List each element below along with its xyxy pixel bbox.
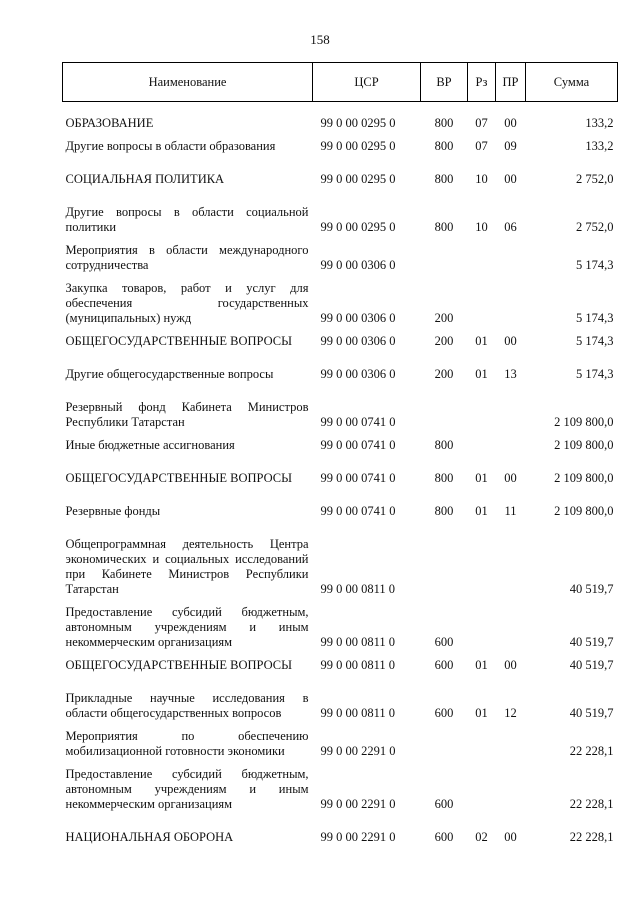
cell-csr: 99 0 00 0295 0 bbox=[320, 172, 396, 186]
cell-csr: 99 0 00 0295 0 bbox=[320, 116, 396, 130]
table-body bbox=[63, 114, 618, 847]
cell-rz bbox=[468, 727, 496, 761]
cell-pr bbox=[496, 765, 526, 814]
table-row bbox=[63, 332, 618, 351]
cell-pr: 00 bbox=[504, 334, 517, 348]
cell-sum: 2 109 800,0 bbox=[554, 438, 614, 452]
cell-rz bbox=[468, 398, 496, 432]
cell-csr: 99 0 00 0811 0 bbox=[320, 582, 396, 596]
cell-pr bbox=[496, 727, 526, 761]
cell-vr: 200 bbox=[434, 367, 454, 381]
cell-vr bbox=[421, 241, 468, 275]
cell-rz: 01 bbox=[475, 471, 488, 485]
table-row bbox=[63, 828, 618, 847]
cell-csr: 99 0 00 0811 0 bbox=[320, 635, 396, 649]
cell-name: ОБЩЕГОСУДАРСТВЕННЫЕ ВОПРОСЫ bbox=[65, 334, 293, 348]
cell-sum: 2 109 800,0 bbox=[554, 471, 614, 485]
table-row bbox=[63, 365, 618, 384]
row-spacer bbox=[63, 156, 618, 170]
cell-sum: 5 174,3 bbox=[576, 367, 614, 381]
cell-sum: 2 752,0 bbox=[576, 172, 614, 186]
cell-sum: 2 109 800,0 bbox=[554, 415, 614, 429]
cell-vr: 800 bbox=[434, 471, 454, 485]
cell-vr: 200 bbox=[434, 311, 454, 325]
cell-pr: 11 bbox=[504, 504, 517, 518]
cell-vr: 800 bbox=[434, 220, 454, 234]
table-row bbox=[63, 765, 618, 814]
table-row bbox=[63, 656, 618, 675]
cell-name: ОБРАЗОВАНИЕ bbox=[65, 116, 154, 130]
cell-rz: 01 bbox=[475, 706, 488, 720]
cell-name: Иные бюджетные ассигнования bbox=[65, 438, 235, 452]
cell-name: Резервный фонд Кабинета Министров Республики Татарстан bbox=[65, 400, 309, 429]
header-sum: Сумма bbox=[526, 63, 618, 102]
cell-sum: 40 519,7 bbox=[569, 658, 614, 672]
cell-csr: 99 0 00 0295 0 bbox=[320, 220, 396, 234]
table-row bbox=[63, 436, 618, 455]
cell-name: ОБЩЕГОСУДАРСТВЕННЫЕ ВОПРОСЫ bbox=[65, 658, 293, 672]
cell-pr bbox=[496, 603, 526, 652]
table-row bbox=[63, 170, 618, 189]
cell-sum: 22 228,1 bbox=[569, 744, 614, 758]
cell-sum: 5 174,3 bbox=[576, 311, 614, 325]
cell-vr: 600 bbox=[434, 635, 454, 649]
cell-vr: 800 bbox=[434, 438, 454, 452]
cell-name: СОЦИАЛЬНАЯ ПОЛИТИКА bbox=[65, 172, 225, 186]
cell-csr: 99 0 00 2291 0 bbox=[320, 830, 396, 844]
row-spacer bbox=[63, 351, 618, 365]
cell-sum: 5 174,3 bbox=[576, 258, 614, 272]
cell-rz bbox=[468, 535, 496, 599]
header-vr: ВР bbox=[421, 63, 468, 102]
row-spacer bbox=[63, 384, 618, 398]
cell-csr: 99 0 00 0306 0 bbox=[320, 367, 396, 381]
cell-pr: 00 bbox=[504, 471, 517, 485]
header-name: Наименование bbox=[63, 63, 313, 102]
cell-pr bbox=[496, 535, 526, 599]
cell-sum: 5 174,3 bbox=[576, 334, 614, 348]
cell-vr bbox=[421, 398, 468, 432]
cell-name: Прикладные научные исследования в области общегосударственных вопросов bbox=[65, 691, 309, 720]
cell-vr: 600 bbox=[434, 658, 454, 672]
header-rz: Рз bbox=[468, 63, 496, 102]
cell-csr: 99 0 00 0306 0 bbox=[320, 311, 396, 325]
table-row bbox=[63, 137, 618, 156]
cell-csr: 99 0 00 2291 0 bbox=[320, 797, 396, 811]
table-row bbox=[63, 689, 618, 723]
table-row bbox=[63, 114, 618, 133]
cell-pr: 09 bbox=[504, 139, 517, 153]
cell-rz: 01 bbox=[475, 658, 488, 672]
cell-name: ОБЩЕГОСУДАРСТВЕННЫЕ ВОПРОСЫ bbox=[65, 471, 293, 485]
cell-rz bbox=[468, 603, 496, 652]
row-spacer bbox=[63, 455, 618, 469]
cell-pr bbox=[496, 398, 526, 432]
row-spacer bbox=[63, 488, 618, 502]
cell-csr: 99 0 00 0741 0 bbox=[320, 471, 396, 485]
page-number: 158 bbox=[310, 32, 330, 47]
cell-vr: 800 bbox=[434, 504, 454, 518]
cell-pr bbox=[496, 241, 526, 275]
cell-sum: 133,2 bbox=[585, 139, 614, 153]
table-row bbox=[63, 727, 618, 761]
cell-csr: 99 0 00 0741 0 bbox=[320, 438, 396, 452]
cell-name: Мероприятия по обеспечению мобилизационной готовности экономики bbox=[65, 729, 309, 758]
cell-pr: 00 bbox=[504, 658, 517, 672]
cell-name: Закупка товаров, работ и услуг для обеспечения государственных (муниципальных) нужд bbox=[65, 281, 309, 325]
cell-pr: 00 bbox=[504, 172, 517, 186]
cell-csr: 99 0 00 0741 0 bbox=[320, 504, 396, 518]
cell-name: Предоставление субсидий бюджетным, автономным учреждениям и иным некоммерческим организациям bbox=[65, 605, 309, 649]
cell-vr: 600 bbox=[434, 706, 454, 720]
cell-rz: 01 bbox=[475, 504, 488, 518]
cell-pr: 12 bbox=[504, 706, 517, 720]
row-spacer bbox=[63, 675, 618, 689]
cell-name: Мероприятия в области международного сотрудничества bbox=[65, 243, 309, 272]
cell-sum: 22 228,1 bbox=[569, 797, 614, 811]
cell-vr: 800 bbox=[434, 172, 454, 186]
cell-vr: 800 bbox=[434, 116, 454, 130]
cell-pr bbox=[496, 436, 526, 455]
cell-sum: 133,2 bbox=[585, 116, 614, 130]
cell-vr: 800 bbox=[434, 139, 454, 153]
cell-name: Другие вопросы в области социальной политики bbox=[65, 205, 309, 234]
cell-csr: 99 0 00 0306 0 bbox=[320, 334, 396, 348]
cell-name: Другие вопросы в области образования bbox=[65, 139, 276, 153]
table-header bbox=[63, 63, 618, 115]
cell-csr: 99 0 00 2291 0 bbox=[320, 744, 396, 758]
table-row bbox=[63, 469, 618, 488]
cell-sum: 2 752,0 bbox=[576, 220, 614, 234]
cell-rz: 01 bbox=[475, 334, 488, 348]
cell-pr: 00 bbox=[504, 830, 517, 844]
cell-sum: 2 109 800,0 bbox=[554, 504, 614, 518]
cell-sum: 40 519,7 bbox=[569, 706, 614, 720]
row-spacer bbox=[63, 521, 618, 535]
cell-vr: 600 bbox=[434, 830, 454, 844]
cell-vr bbox=[421, 727, 468, 761]
cell-rz bbox=[468, 279, 496, 328]
cell-rz: 02 bbox=[475, 830, 488, 844]
cell-rz: 07 bbox=[475, 116, 488, 130]
cell-pr: 06 bbox=[504, 220, 517, 234]
cell-rz: 01 bbox=[475, 367, 488, 381]
cell-name: Предоставление субсидий бюджетным, автономным учреждениям и иным некоммерческим организациям bbox=[65, 767, 309, 811]
cell-sum: 22 228,1 bbox=[569, 830, 614, 844]
cell-vr: 200 bbox=[434, 334, 454, 348]
cell-name: Другие общегосударственные вопросы bbox=[65, 367, 274, 381]
header-csr: ЦСР bbox=[313, 63, 421, 102]
table-row bbox=[63, 603, 618, 652]
cell-csr: 99 0 00 0811 0 bbox=[320, 658, 396, 672]
cell-csr: 99 0 00 0306 0 bbox=[320, 258, 396, 272]
cell-csr: 99 0 00 0295 0 bbox=[320, 139, 396, 153]
header-pr: ПР bbox=[496, 63, 526, 102]
cell-csr: 99 0 00 0811 0 bbox=[320, 706, 396, 720]
cell-vr bbox=[421, 535, 468, 599]
table-row bbox=[63, 241, 618, 275]
row-spacer bbox=[63, 189, 618, 203]
cell-pr: 13 bbox=[504, 367, 517, 381]
table-row bbox=[63, 279, 618, 328]
cell-name: Общепрограммная деятельность Центра экономических и социальных исследований при Кабинете Министров Республики Татарстан bbox=[65, 537, 309, 596]
table-row bbox=[63, 502, 618, 521]
cell-sum: 40 519,7 bbox=[569, 582, 614, 596]
cell-name: Резервные фонды bbox=[65, 504, 161, 518]
cell-sum: 40 519,7 bbox=[569, 635, 614, 649]
cell-csr: 99 0 00 0741 0 bbox=[320, 415, 396, 429]
table-row bbox=[63, 398, 618, 432]
budget-table bbox=[62, 62, 618, 847]
cell-rz bbox=[468, 436, 496, 455]
row-spacer bbox=[63, 814, 618, 828]
cell-pr: 00 bbox=[504, 116, 517, 130]
table-row bbox=[63, 203, 618, 237]
cell-rz bbox=[468, 765, 496, 814]
cell-pr bbox=[496, 279, 526, 328]
cell-rz: 10 bbox=[475, 220, 488, 234]
cell-vr: 600 bbox=[434, 797, 454, 811]
table-row bbox=[63, 535, 618, 599]
cell-rz: 07 bbox=[475, 139, 488, 153]
cell-rz bbox=[468, 241, 496, 275]
cell-name: НАЦИОНАЛЬНАЯ ОБОРОНА bbox=[65, 830, 234, 844]
cell-rz: 10 bbox=[475, 172, 488, 186]
